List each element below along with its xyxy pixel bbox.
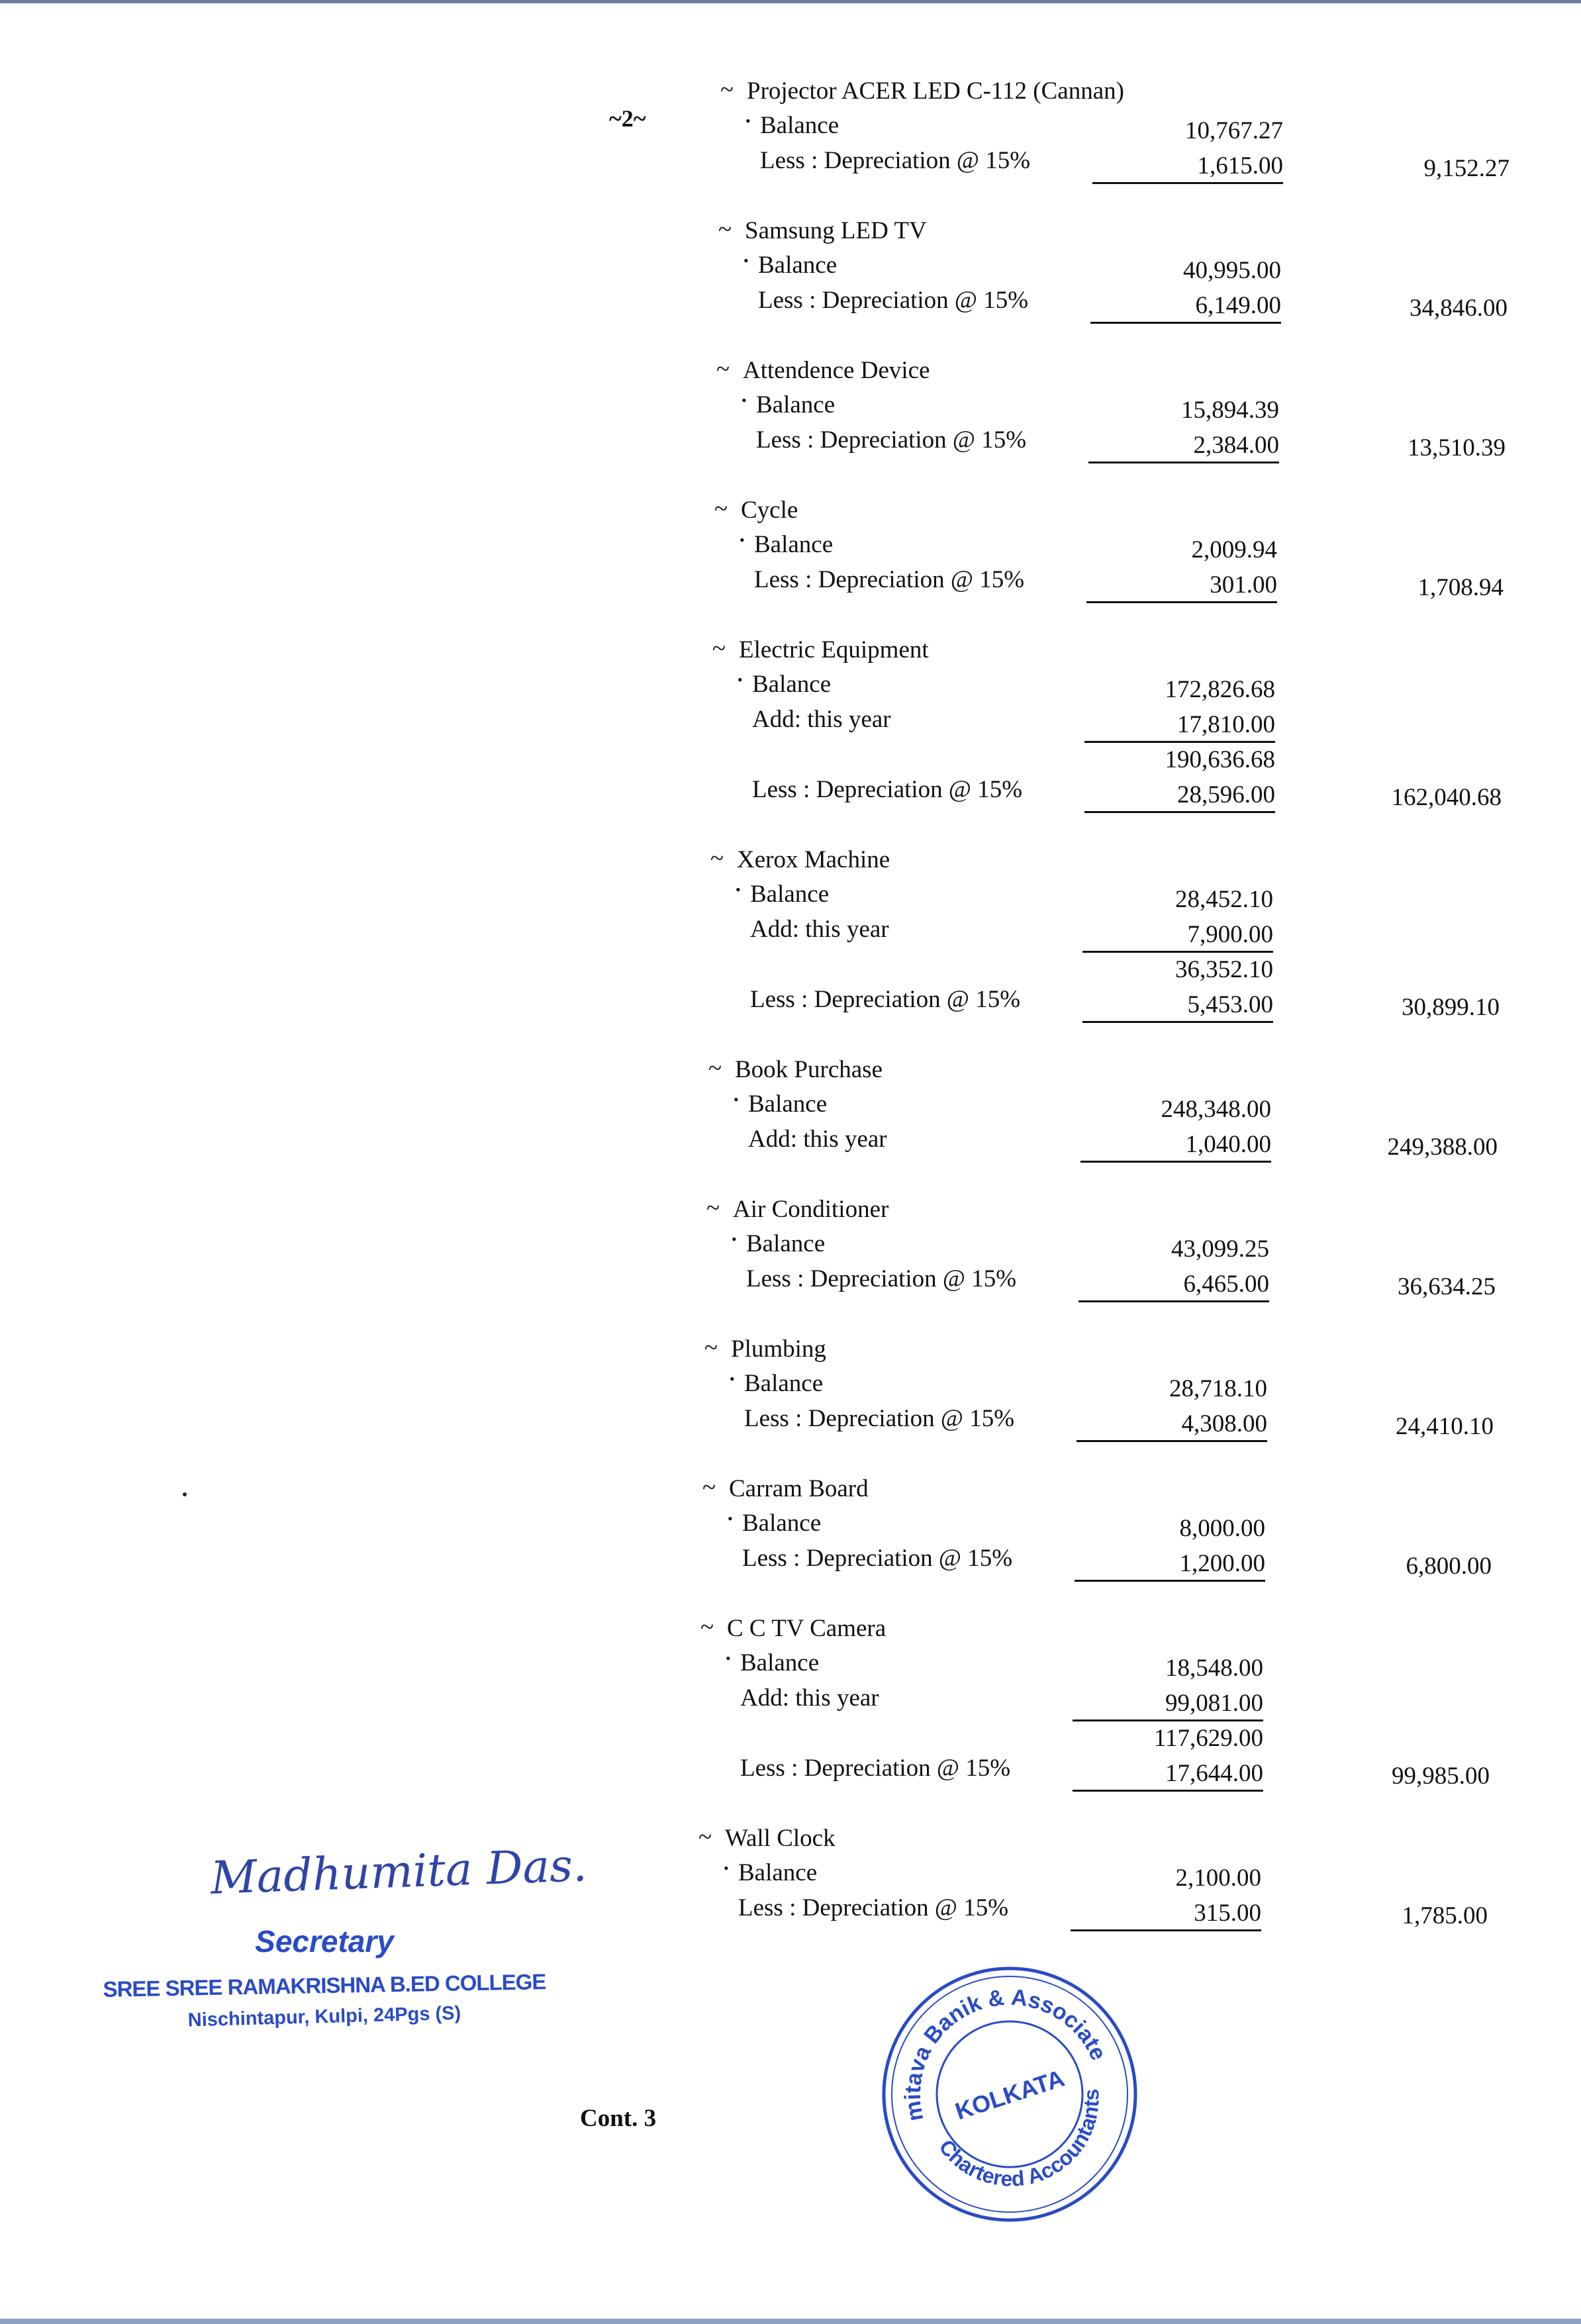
row-amount: 40,995.00 bbox=[1183, 257, 1281, 284]
asset-title: ~ Wall Clock bbox=[725, 1824, 836, 1853]
row-amount: 28,596.00 bbox=[1084, 781, 1275, 813]
secretary-signature: Madhumita Das. bbox=[209, 1839, 588, 1905]
college-name-stamp: SREE SREE RAMAKRISHNA B.ED COLLEGE bbox=[103, 1969, 546, 2002]
asset-title: ~ Book Purchase bbox=[735, 1055, 883, 1084]
row-amount: 1,615.00 bbox=[1092, 152, 1283, 184]
net-value: 13,510.39 bbox=[1408, 434, 1506, 461]
asset-row bbox=[707, 775, 1515, 810]
row-amount: 18,548.00 bbox=[1165, 1655, 1263, 1682]
row-amount: 248,348.00 bbox=[1161, 1096, 1271, 1123]
asset-row bbox=[695, 1649, 1503, 1683]
row-label: • Balance bbox=[748, 1090, 827, 1118]
asset-row bbox=[699, 1369, 1507, 1404]
net-value: 162,040.68 bbox=[1391, 784, 1502, 811]
row-amount: 99,081.00 bbox=[1073, 1689, 1263, 1721]
row-amount: 6,465.00 bbox=[1078, 1270, 1269, 1302]
asset-row bbox=[707, 670, 1515, 704]
asset-row bbox=[695, 1754, 1503, 1788]
asset-row bbox=[715, 111, 1523, 146]
asset-title: ~ Electric Equipment bbox=[739, 636, 929, 664]
asset-row bbox=[713, 286, 1521, 320]
asset-row bbox=[701, 1230, 1509, 1264]
row-amount: 8,000.00 bbox=[1179, 1515, 1265, 1542]
row-amount: 10,767.27 bbox=[1185, 117, 1283, 144]
net-value: 6,800.00 bbox=[1406, 1553, 1492, 1580]
row-label: Less : Depreciation @ 15% bbox=[750, 986, 1021, 1013]
row-amount: 43,099.25 bbox=[1171, 1235, 1269, 1263]
asset-row bbox=[701, 1265, 1509, 1299]
net-value: 34,846.00 bbox=[1410, 295, 1508, 322]
asset-title: ~ Carram Board bbox=[729, 1475, 869, 1503]
row-label: • Balance bbox=[740, 1649, 819, 1677]
row-label: Add: this year bbox=[750, 916, 889, 943]
row-label: Add: this year bbox=[752, 706, 891, 733]
row-amount: 28,452.10 bbox=[1175, 886, 1273, 913]
row-amount: 1,040.00 bbox=[1080, 1130, 1271, 1163]
row-label: • Balance bbox=[738, 1859, 817, 1887]
asset-row bbox=[695, 1719, 1503, 1753]
net-value: 249,388.00 bbox=[1387, 1134, 1498, 1161]
asset-row bbox=[705, 985, 1513, 1020]
asset-title: ~ Projector ACER LED C-112 (Cannan) bbox=[747, 77, 1124, 105]
row-amount: 28,718.10 bbox=[1169, 1375, 1267, 1402]
asset-title: ~ C C TV Camera bbox=[727, 1614, 886, 1643]
auditor-seal bbox=[874, 1959, 1145, 2230]
asset-title: ~ Cycle bbox=[741, 496, 798, 524]
net-value: 1,785.00 bbox=[1402, 1902, 1488, 1929]
row-amount: 190,636.68 bbox=[1165, 746, 1275, 773]
scan-edge-bottom bbox=[0, 2319, 1581, 2324]
asset-row bbox=[695, 1684, 1503, 1718]
row-label: Add: this year bbox=[740, 1684, 879, 1712]
row-amount: 301.00 bbox=[1086, 571, 1277, 603]
net-value: 9,152.27 bbox=[1423, 155, 1509, 182]
row-amount: 4,308.00 bbox=[1077, 1410, 1267, 1442]
row-amount: 36,352.10 bbox=[1175, 956, 1273, 983]
net-value: 30,899.10 bbox=[1402, 994, 1500, 1021]
row-label: • Balance bbox=[746, 1230, 825, 1258]
asset-row bbox=[697, 1509, 1505, 1543]
seal-subtitle: Chartered Accountants bbox=[934, 2088, 1104, 2192]
row-label: Less : Depreciation @ 15% bbox=[754, 566, 1025, 593]
row-label: • Balance bbox=[752, 670, 831, 699]
asset-row bbox=[703, 1125, 1511, 1159]
page-marker: ~2~ bbox=[609, 105, 646, 132]
continuation-note: Cont. 3 bbox=[580, 2105, 657, 2132]
asset-row bbox=[709, 530, 1517, 565]
row-label: Less : Depreciation @ 15% bbox=[746, 1265, 1017, 1292]
asset-row bbox=[711, 391, 1519, 425]
stray-mark bbox=[183, 1492, 187, 1496]
net-value: 24,410.10 bbox=[1396, 1413, 1494, 1440]
asset-row bbox=[693, 1894, 1501, 1928]
row-amount: 5,453.00 bbox=[1082, 991, 1273, 1023]
asset-row bbox=[713, 251, 1521, 285]
asset-row bbox=[693, 1859, 1501, 1893]
row-label: • Balance bbox=[756, 391, 835, 419]
asset-title: ~ Xerox Machine bbox=[737, 846, 890, 874]
seal-firm-name: Amitava Banik & Associates bbox=[900, 1984, 1112, 2123]
net-value: 36,634.25 bbox=[1398, 1273, 1496, 1300]
row-label: Less : Depreciation @ 15% bbox=[760, 147, 1031, 174]
asset-row bbox=[703, 1090, 1511, 1124]
row-amount: 6,149.00 bbox=[1090, 291, 1281, 324]
net-value: 99,985.00 bbox=[1392, 1763, 1490, 1790]
row-amount: 17,644.00 bbox=[1073, 1759, 1263, 1792]
row-amount: 2,009.94 bbox=[1191, 536, 1277, 563]
row-label: • Balance bbox=[750, 880, 829, 908]
row-amount: 172,826.68 bbox=[1165, 676, 1275, 703]
row-amount: 15,894.39 bbox=[1181, 397, 1279, 424]
net-value: 1,708.94 bbox=[1417, 574, 1504, 601]
asset-row bbox=[709, 565, 1517, 600]
row-label: Add: this year bbox=[748, 1126, 887, 1153]
asset-row bbox=[711, 426, 1519, 460]
asset-title: ~ Air Conditioner bbox=[733, 1195, 888, 1224]
row-amount: 2,100.00 bbox=[1175, 1864, 1261, 1892]
asset-row bbox=[697, 1544, 1505, 1578]
row-label: Less : Depreciation @ 15% bbox=[744, 1405, 1015, 1432]
row-label: • Balance bbox=[742, 1509, 821, 1537]
row-label: • Balance bbox=[754, 530, 833, 559]
row-amount: 117,629.00 bbox=[1153, 1725, 1263, 1752]
row-label: Less : Depreciation @ 15% bbox=[752, 776, 1023, 803]
asset-row bbox=[705, 950, 1513, 985]
asset-row bbox=[699, 1404, 1507, 1439]
row-amount: 315.00 bbox=[1071, 1899, 1261, 1931]
asset-row bbox=[707, 740, 1515, 775]
row-amount: 7,900.00 bbox=[1082, 920, 1273, 953]
row-amount: 17,810.00 bbox=[1084, 710, 1275, 743]
college-address-stamp: Nischintapur, Kulpi, 24Pgs (S) bbox=[187, 2002, 461, 2031]
row-label: Less : Depreciation @ 15% bbox=[738, 1894, 1009, 1921]
row-label: Less : Depreciation @ 15% bbox=[742, 1545, 1013, 1572]
asset-row bbox=[715, 146, 1523, 181]
asset-row bbox=[707, 705, 1515, 740]
asset-title: ~ Samsung LED TV bbox=[745, 217, 927, 245]
row-label: Less : Depreciation @ 15% bbox=[740, 1755, 1011, 1782]
row-label: • Balance bbox=[758, 251, 837, 279]
asset-title: ~ Plumbing bbox=[731, 1335, 826, 1363]
secretary-stamp-title: Secretary bbox=[255, 1924, 394, 1959]
asset-row bbox=[705, 880, 1513, 914]
row-label: • Balance bbox=[744, 1369, 823, 1398]
row-amount: 2,384.00 bbox=[1088, 431, 1279, 463]
row-amount: 1,200.00 bbox=[1075, 1549, 1265, 1582]
seal-city: KOLKATA bbox=[951, 2064, 1068, 2125]
asset-title: ~ Attendence Device bbox=[743, 356, 930, 385]
scan-edge-top bbox=[0, 0, 1581, 3]
row-label: Less : Depreciation @ 15% bbox=[756, 426, 1027, 454]
row-label: • Balance bbox=[760, 111, 839, 140]
row-label: Less : Depreciation @ 15% bbox=[758, 287, 1029, 314]
asset-row bbox=[705, 915, 1513, 949]
